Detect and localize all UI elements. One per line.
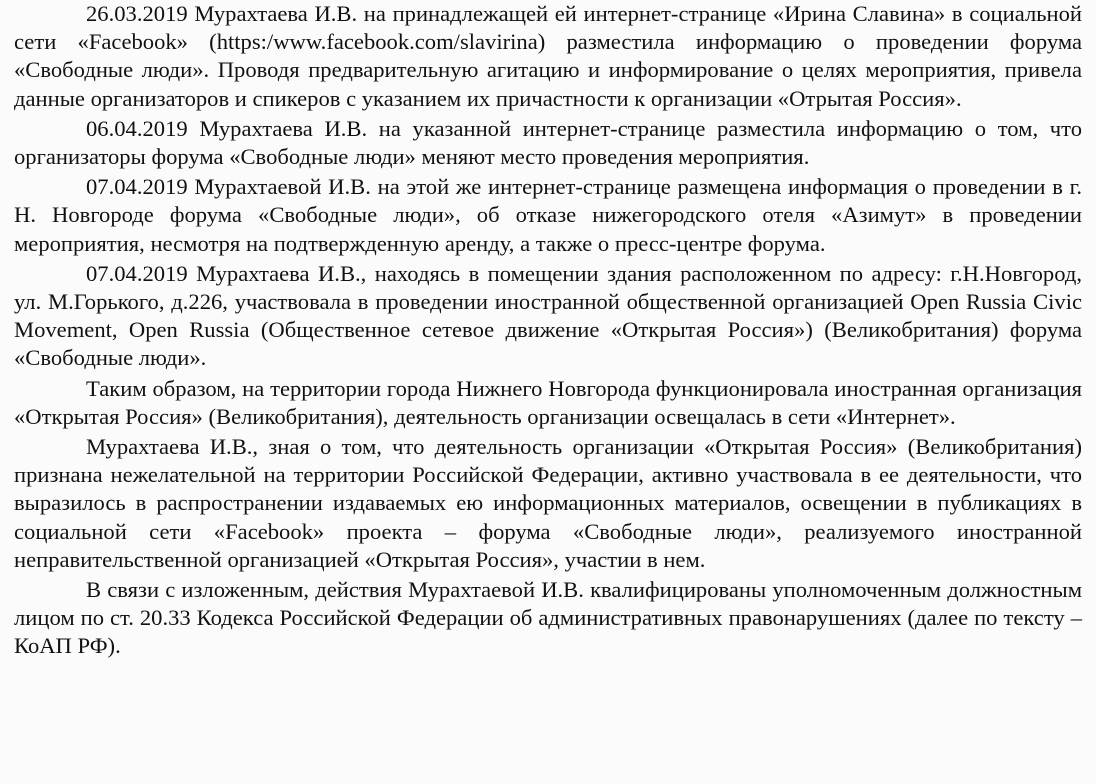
paragraph-2: 06.04.2019 Мурахтаева И.В. на указанной интернет-странице разместила информацию о том, что организаторы форума «Свободные люди» меняют место проведения мероприятия.	[14, 115, 1082, 170]
paragraph-5: Таким образом, на территории города Нижнего Новгорода функционировала иностранная организация «Открытая Россия» (Великобритания), деятельность организации освещалась в сети «Интернет».	[14, 375, 1082, 429]
paragraph-1: 26.03.2019 Мурахтаева И.В. на принадлежащей ей интернет-странице «Ирина Славина» в социальной сети «Facebook» (https:/www.facebook.com/slavirina) разместила информацию о проведении форума «Свободные люди». Проводя предварительную агитацию и информирование о целях мероприятия, привела данные организаторов и спикеров с указанием их причастности к организации «Отрытая Россия».	[14, 1, 1082, 111]
paragraph-6: Мурахтаева И.В., зная о том, что деятельность организации «Открытая Россия» (Великобритания) признана нежелательной на территории Российской Федерации, активно участвовала в ее деятельности, что выразилось в распространении издаваемых ею информационных материалов, освещении в публикациях в социальной сети «Facebook» проекта – форума «Свободные люди», реализуемого иностранной неправительственной организацией «Открытая Россия», участии в нем.	[14, 434, 1082, 572]
paragraph-4: 07.04.2019 Мурахтаева И.В., находясь в помещении здания расположенном по адресу: г.Н.Новгород, ул. М.Горького, д.226, участвовала в проведении иностранной общественной организацией Open Russia Civic Movement, Open Russia (Общественное сетевое движение «Открытая Россия») (Великобритания) форума «Свободные люди».	[14, 260, 1082, 371]
paragraph-3: 07.04.2019 Мурахтаевой И.В. на этой же интернет-странице размещена информация о проведении в г. Н. Новгороде форума «Свободные люди», об отказе нижегородского отеля «Азимут» в проведении мероприятия, несмотря на подтвержденную аренду, а также о пресс-центре форума.	[14, 174, 1082, 256]
document-body	[14, 0, 1082, 661]
paragraph-7: В связи с изложенным, действия Мурахтаевой И.В. квалифицированы уполномоченным должностным лицом по ст. 20.33 Кодекса Российской Федерации об административных правонарушениях (далее по тексту – КоАП РФ).	[14, 577, 1082, 659]
